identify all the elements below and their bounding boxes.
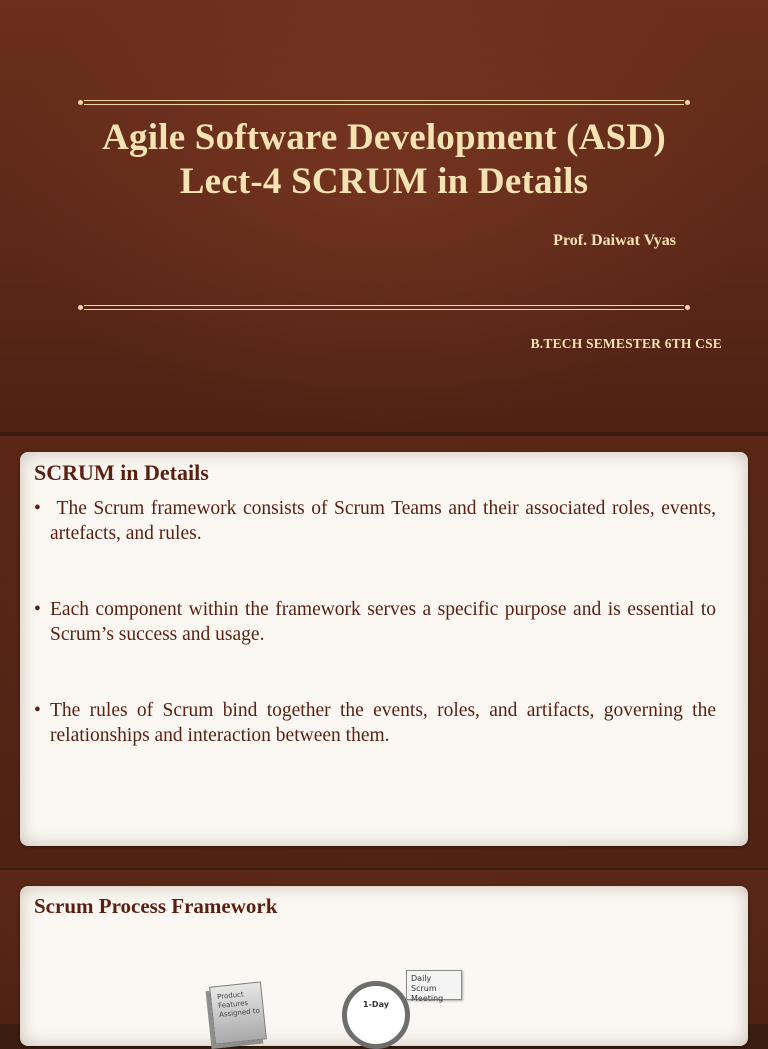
bullet-icon: •: [34, 700, 41, 721]
cycle-label: 1-Day: [363, 1000, 389, 1009]
framework-heading: Scrum Process Framework: [34, 894, 278, 918]
top-decorative-rule: [78, 99, 690, 106]
list-item: [34, 496, 721, 546]
details-heading: SCRUM in Details: [34, 460, 209, 485]
presentation-title: Agile Software Development (ASD) Lect-4 SCRUM in Details: [102, 117, 666, 202]
details-bullet-list: [34, 496, 721, 748]
product-backlog-icon: [209, 981, 267, 1044]
daily-cycle-icon: [342, 981, 410, 1049]
bullet-text: Each component within the framework serves a specific purpose and is essential to Scrum’s success and usage.: [50, 599, 716, 645]
bottom-decorative-rule: [78, 304, 690, 311]
details-slide: [0, 436, 768, 868]
semester-label: B.TECH SEMESTER 6TH CSE: [530, 336, 722, 351]
daily-scrum-meeting-box: Daily Scrum Meeting: [406, 970, 462, 1000]
author-name: Prof. Daiwat Vyas: [553, 232, 676, 249]
backlog-label: Product Features Assigned to: [216, 990, 261, 1019]
details-panel: [20, 452, 748, 846]
list-item: [34, 597, 716, 647]
bullet-icon: •: [34, 498, 41, 519]
title-slide: [0, 0, 768, 432]
list-item: [34, 698, 716, 748]
framework-slide: [0, 870, 768, 1024]
bullet-icon: •: [34, 599, 41, 620]
bullet-text: The rules of Scrum bind together the events, roles, and artifacts, governing the relationships and interaction between them.: [50, 700, 716, 746]
bullet-text: The Scrum framework consists of Scrum Teams and their associated roles, events, artefacts, and rules.: [50, 498, 721, 544]
framework-panel: [20, 886, 748, 1046]
